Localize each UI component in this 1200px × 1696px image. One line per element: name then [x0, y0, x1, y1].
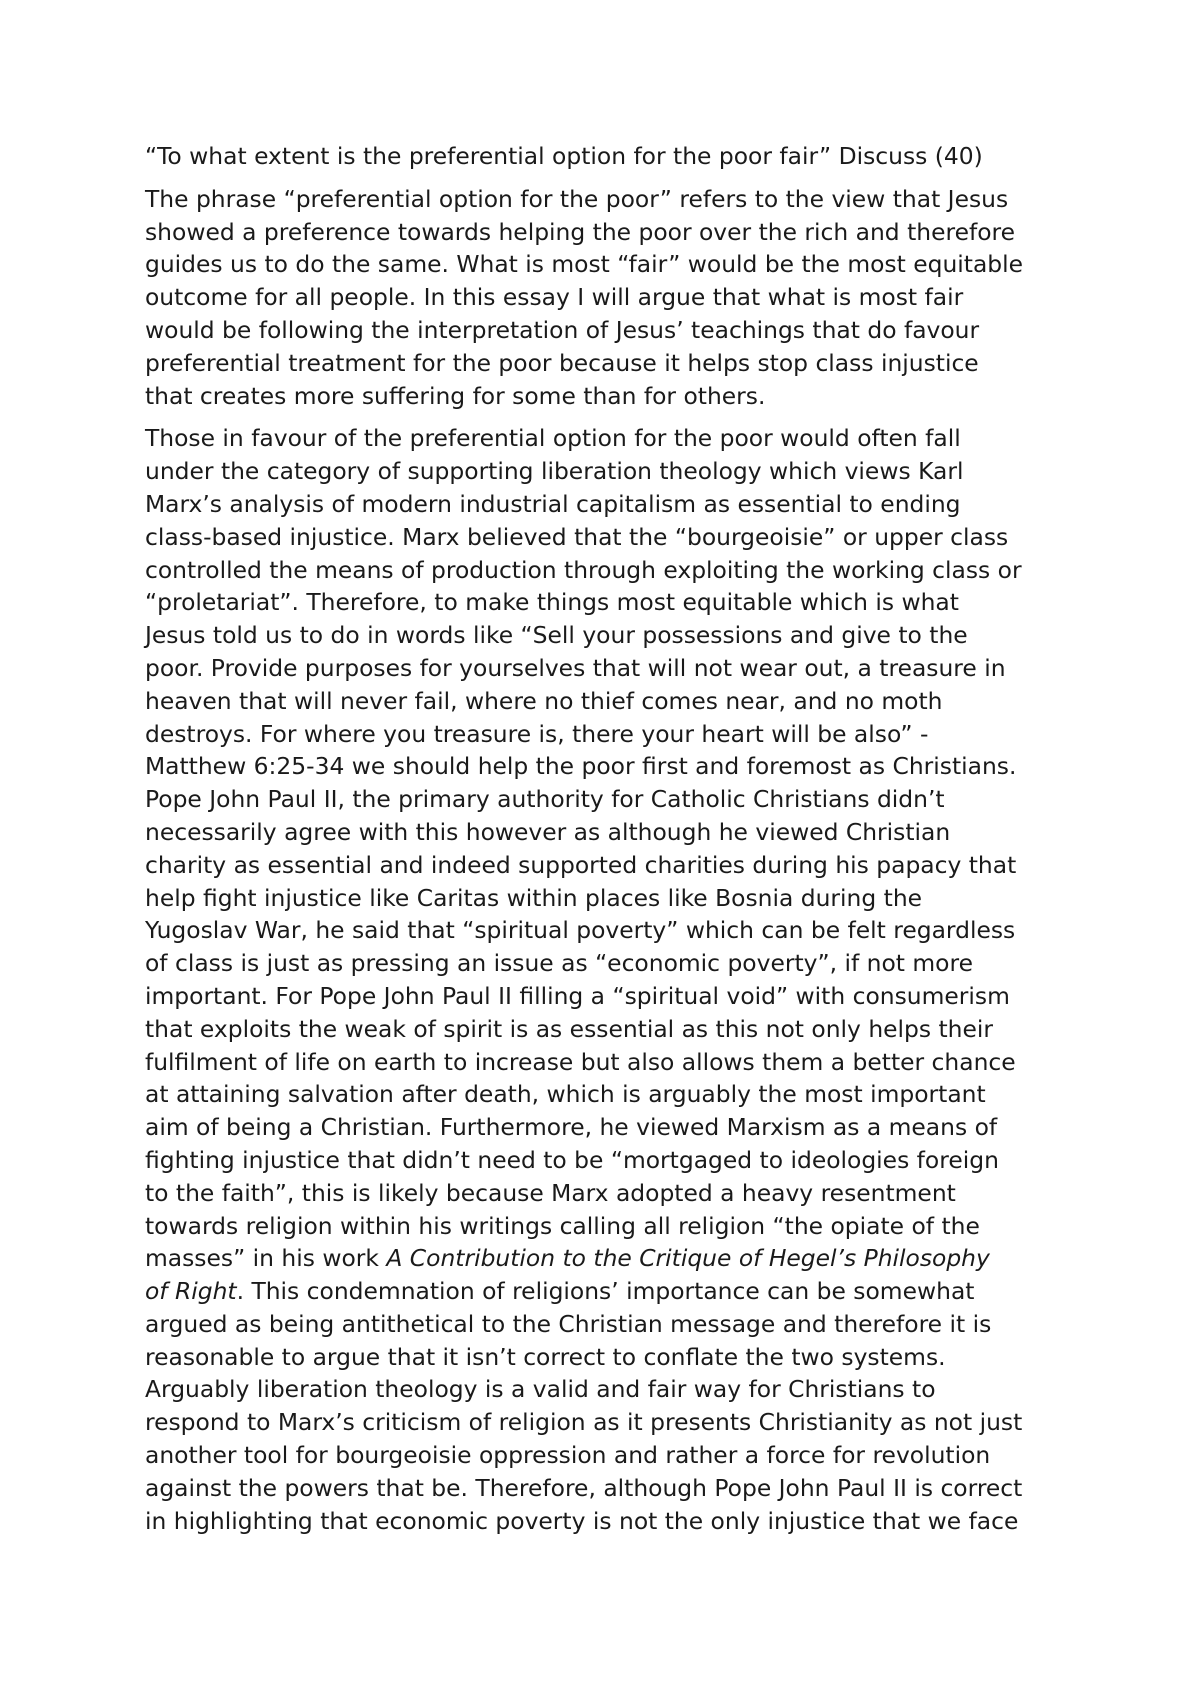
- book-title-italic: A Contribution to the Critique of Hegel’s Philosophy: [386, 1244, 990, 1273]
- text-segment: masses” in his work: [145, 1244, 387, 1273]
- text-line: another tool for bourgeoisie oppression and rather a force for revolution: [145, 1441, 991, 1470]
- text-line: outcome for all people. In this essay I will argue that what is most fair: [145, 283, 964, 312]
- text-line: that creates more suffering for some than for others.: [145, 381, 766, 410]
- text-line: heaven that will never fail, where no thief comes near, and no moth: [145, 686, 943, 715]
- book-title-italic: of Right: [145, 1277, 237, 1306]
- text-line: Yugoslav War, he said that “spiritual poverty” which can be felt regardless: [145, 916, 1016, 945]
- text-line: at attaining salvation after death, which is arguably the most important: [145, 1080, 986, 1109]
- text-line: The phrase “preferential option for the poor” refers to the view that Jesus: [145, 184, 1009, 213]
- text-line: poor. Provide purposes for yourselves that will not wear out, a treasure in: [145, 653, 1006, 682]
- text-segment: . This condemnation of religions’ importance can be somewhat: [236, 1277, 975, 1306]
- text-line: Those in favour of the preferential option for the poor would often fall: [145, 424, 961, 453]
- text-line: argued as being antithetical to the Christian message and therefore it is: [145, 1309, 992, 1338]
- text-line: Jesus told us to do in words like “Sell your possessions and give to the: [145, 621, 968, 650]
- text-line: help fight injustice like Caritas within places like Bosnia during the: [145, 883, 923, 912]
- text-line: fulfilment of life on earth to increase but also allows them a better chance: [145, 1047, 1016, 1076]
- text-line: important. For Pope John Paul II filling a “spiritual void” with consumerism: [145, 981, 1010, 1010]
- text-line: Pope John Paul II, the primary authority for Catholic Christians didn’t: [145, 785, 945, 814]
- text-line: that exploits the weak of spirit is as essential as this not only helps their: [145, 1014, 994, 1043]
- text-line: guides us to do the same. What is most “fair” would be the most equitable: [145, 250, 1024, 279]
- text-line: controlled the means of production through exploiting the working class or: [145, 555, 1022, 584]
- text-line: against the powers that be. Therefore, although Pope John Paul II is correct: [145, 1473, 1023, 1502]
- text-line: Matthew 6:25-34 we should help the poor first and foremost as Christians.: [145, 752, 1017, 781]
- text-line: class-based injustice. Marx believed that the “bourgeoisie” or upper class: [145, 522, 1009, 551]
- text-line: in highlighting that economic poverty is not the only injustice that we face: [145, 1506, 1019, 1535]
- text-line: necessarily agree with this however as although he viewed Christian: [145, 817, 951, 846]
- text-line: would be following the interpretation of Jesus’ teachings that do favour: [145, 315, 980, 344]
- text-line: destroys. For where you treasure is, there your heart will be also” -: [145, 719, 929, 748]
- text-line: “proletariat”. Therefore, to make things most equitable which is what: [145, 588, 959, 617]
- text-line: of class is just as pressing an issue as “economic poverty”, if not more: [145, 949, 973, 978]
- paragraph-introduction: [145, 183, 1075, 413]
- text-line: [145, 1242, 1075, 1275]
- text-line: reasonable to argue that it isn’t correct to conflate the two systems.: [145, 1342, 946, 1371]
- text-line: fighting injustice that didn’t need to be “mortgaged to ideologies foreign: [145, 1145, 999, 1174]
- text-line: aim of being a Christian. Furthermore, he viewed Marxism as a means of: [145, 1113, 998, 1142]
- text-line: [145, 1275, 1075, 1308]
- text-line: respond to Marx’s criticism of religion as it presents Christianity as not just: [145, 1408, 1023, 1437]
- paragraph-body: [145, 422, 1075, 1537]
- text-line: towards religion within his writings calling all religion “the opiate of the: [145, 1211, 980, 1240]
- text-line: showed a preference towards helping the poor over the rich and therefore: [145, 217, 1016, 246]
- text-line: to the faith”, this is likely because Marx adopted a heavy resentment: [145, 1178, 956, 1207]
- document-body: [145, 140, 1075, 1547]
- text-line: Marx’s analysis of modern industrial capitalism as essential to ending: [145, 489, 961, 518]
- text-line: under the category of supporting liberation theology which views Karl: [145, 457, 964, 486]
- text-line: preferential treatment for the poor because it helps stop class injustice: [145, 348, 979, 377]
- text-line: charity as essential and indeed supported charities during his papacy that: [145, 850, 1017, 879]
- text-line: Arguably liberation theology is a valid and fair way for Christians to: [145, 1375, 936, 1404]
- essay-title: “To what extent is the preferential option for the poor fair” Discuss (40): [145, 142, 983, 170]
